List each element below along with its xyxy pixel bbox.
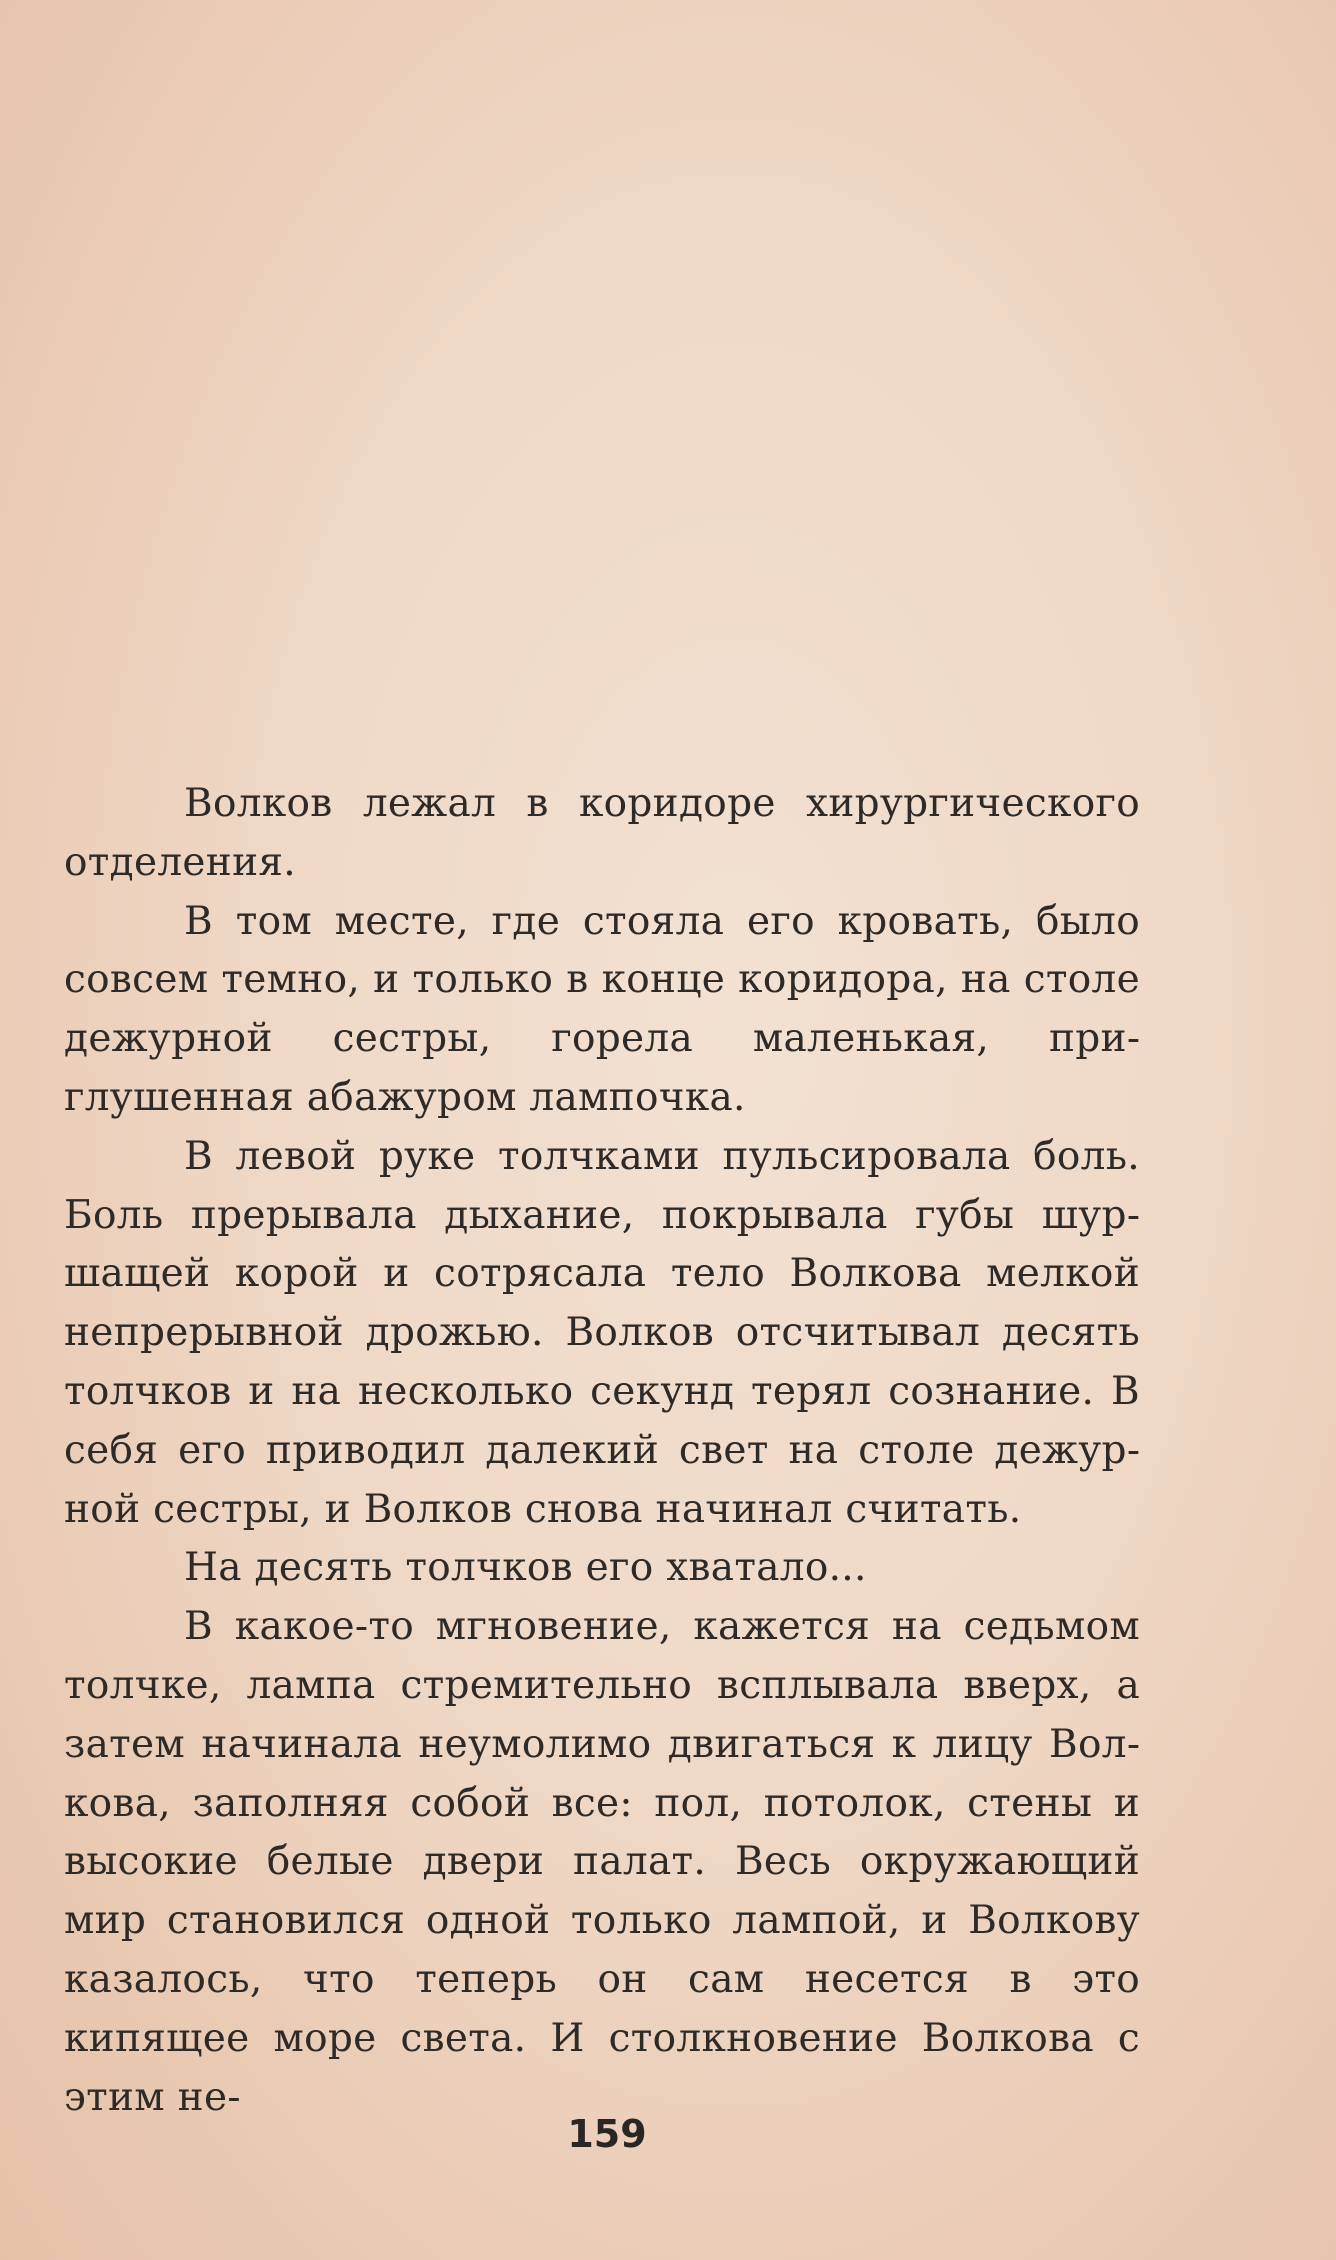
paragraph: На десять толчков его хватало... — [184, 1545, 867, 1591]
page-number: 159 — [567, 2112, 647, 2156]
paragraph: В левой руке толчками пульсировала боль. Боль прерывала дыхание, покрывала губы шуршащей корой и сотрясала тело Волкова мелкой непрерывной дрожью. Волков отсчитывал десять толчков и на несколько секунд терял сознание. В себя его приводил далекий свет на столе дежурной сестры, и Волков снова начинал считать. — [64, 1133, 1140, 1532]
body-text — [64, 775, 1140, 2127]
paragraph: Волков лежал в коридоре хирургического отделения. — [64, 781, 1140, 885]
paragraph: В том месте, где стояла его кровать, было совсем темно, и только в конце коридора, на столе дежурной сестры, горела маленькая, приглушенная абажуром лампочка. — [64, 898, 1140, 1120]
paragraph: В какое-то мгновение, кажется на седьмом толчке, лампа стремительно всплывала вверх, а затем начинала неумолимо двигаться к лицу Волкова, заполняя собой все: пол, потолок, стены и высокие белые двери палат. Весь окружающий мир становился одной только лампой, и Волкову казалось, что теперь он сам несется в это кипящее море света. И столкновение Волкова с этим не- — [64, 1604, 1140, 2120]
